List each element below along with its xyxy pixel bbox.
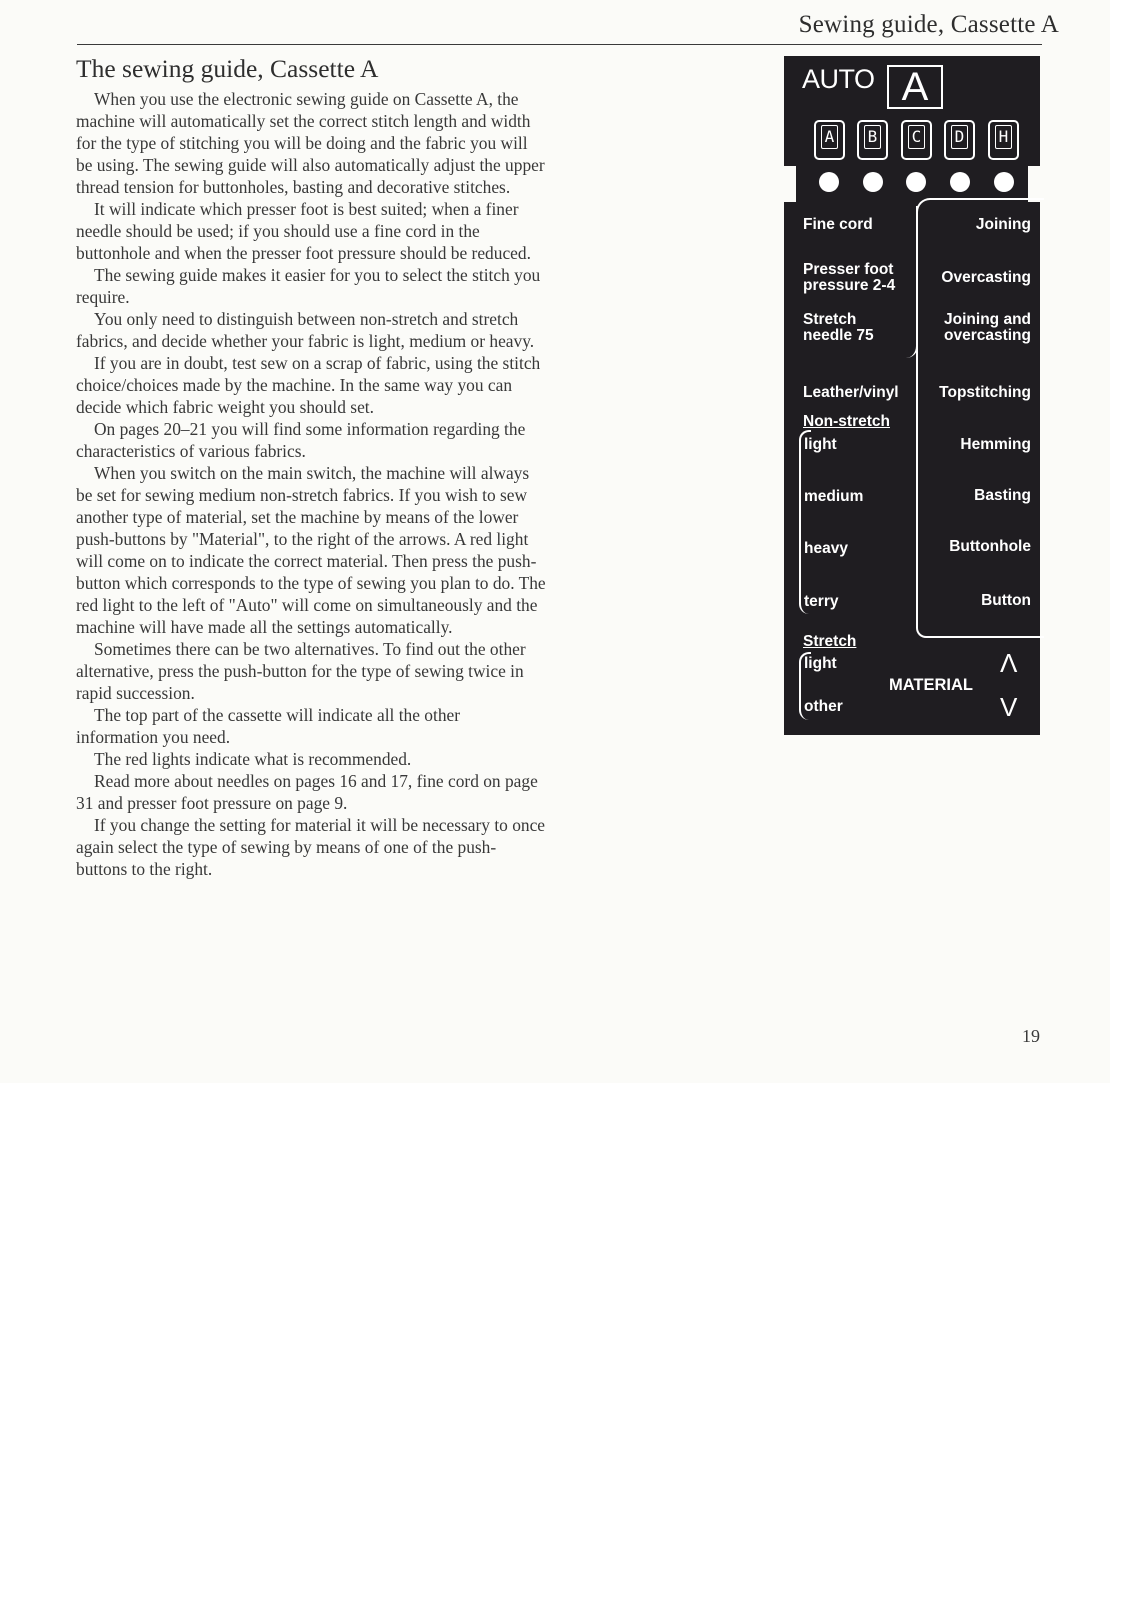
paragraph: When you use the electronic sewing guide on Cassette A, the machine will automatically set the correct stitch length and width for the type of stitching you will be doing and the fabric you will be using. The sewing guide will also automatically adjust the upper thread tension for buttonholes, basting and decorative stitches.	[76, 89, 545, 197]
indicator-light	[994, 172, 1014, 192]
fine-cord-label: Fine cord	[803, 216, 873, 233]
sewing-type-overcasting[interactable]: Overcasting	[941, 269, 1031, 286]
sewing-type-bracket	[916, 198, 1044, 638]
presser-foot-d-icon: D	[944, 120, 975, 160]
paragraph: On pages 20–21 you will find some information regarding the characteristics of various fabrics.	[76, 419, 526, 461]
presser-foot-c-icon: C	[901, 120, 932, 160]
indicator-light	[863, 172, 883, 192]
cassette-letter-box: A	[887, 65, 943, 109]
non-stretch-bracket	[799, 430, 811, 614]
cassette-panel	[784, 56, 1040, 735]
material-non-stretch-terry[interactable]: terry	[804, 593, 839, 610]
body-text	[76, 88, 546, 880]
sewing-type-topstitching[interactable]: Topstitching	[939, 384, 1031, 401]
sewing-type-joining[interactable]: Joining	[975, 216, 1031, 233]
material-non-stretch-heavy[interactable]: heavy	[804, 540, 848, 557]
paragraph: If you are in doubt, test sew on a scrap of fabric, using the stitch choice/choices made by the machine. In the same way you can decide which fabric weight you should set.	[76, 353, 541, 417]
page-number: 19	[1022, 1026, 1040, 1046]
paragraph: The red lights indicate what is recommended.	[94, 749, 412, 769]
paragraph: The top part of the cassette will indicate all the other information you need.	[76, 705, 461, 747]
panel-notch-left	[784, 166, 796, 202]
auto-label: AUTO	[802, 64, 875, 94]
paragraph: The sewing guide makes it easier for you to select the stitch you require.	[76, 265, 541, 307]
paragraph: When you switch on the main switch, the machine will always be set for sewing medium non-stretch fabrics. If you wish to sew another type of material, set the machine by means of the lower push-buttons by "Material", to the right of the arrows. A red light will come on to indicate the correct material. Then press the push-button which corresponds to the type of sewing you plan to do. The red light to the left of "Auto" will come on simultaneously and the machine will have made all the settings automatically.	[76, 463, 546, 637]
indicator-light	[950, 172, 970, 192]
section-title: The sewing guide, Cassette A	[76, 54, 379, 83]
non-stretch-heading: Non-stretch	[803, 413, 890, 430]
material-non-stretch-light[interactable]: light	[804, 436, 837, 453]
material-stretch-light[interactable]: light	[804, 655, 837, 672]
sewing-type-button[interactable]: Button	[981, 592, 1031, 609]
paragraph: Read more about needles on pages 16 and 17, fine cord on page 31 and presser foot pressure on page 9.	[76, 771, 538, 813]
panel-notch-right	[1028, 166, 1040, 202]
material-down-arrow-icon[interactable]: V	[1000, 692, 1018, 722]
paragraph: If you change the setting for material it will be necessary to once again select the type of sewing by means of one of the push-buttons to the right.	[76, 815, 546, 879]
stretch-heading: Stretch	[803, 633, 857, 650]
material-up-arrow-icon[interactable]: Λ	[1000, 648, 1018, 678]
material-non-stretch-medium[interactable]: medium	[804, 488, 864, 505]
sewing-type-hemming[interactable]: Hemming	[960, 436, 1031, 453]
running-header: Sewing guide, Cassette A	[798, 11, 1059, 38]
presser-foot-b-icon: B	[857, 120, 888, 160]
material-label: MATERIAL	[889, 676, 974, 694]
sewing-type-basting[interactable]: Basting	[974, 487, 1031, 504]
sewing-type-buttonhole[interactable]: Buttonhole	[949, 538, 1031, 555]
header-rule	[77, 44, 1042, 45]
material-stretch-other[interactable]: other	[804, 698, 843, 715]
paragraph: You only need to distinguish between non-stretch and stretch fabrics, and decide whether your fabric is light, medium or heavy.	[76, 309, 535, 351]
info-bracket	[902, 206, 918, 358]
indicator-light	[906, 172, 926, 192]
sewing-type-joining-and-overcasting[interactable]: Joining and overcasting	[943, 311, 1031, 344]
paragraph: Sometimes there can be two alternatives. To find out the other alternative, press the push-button for the type of sewing twice in rapid succession.	[76, 639, 526, 703]
stretch-needle-label: Stretch needle 75	[803, 311, 874, 344]
presser-foot-pressure-label: Presser foot pressure 2-4	[803, 261, 896, 294]
indicator-light	[819, 172, 839, 192]
presser-foot-h-icon: H	[988, 120, 1019, 160]
presser-foot-a-icon: A	[814, 120, 845, 160]
material-leather-vinyl[interactable]: Leather/vinyl	[803, 384, 899, 401]
paragraph: It will indicate which presser foot is best suited; when a finer needle should be used; if you should use a fine cord in the buttonhole and when the presser foot pressure should be reduced.	[76, 199, 531, 263]
